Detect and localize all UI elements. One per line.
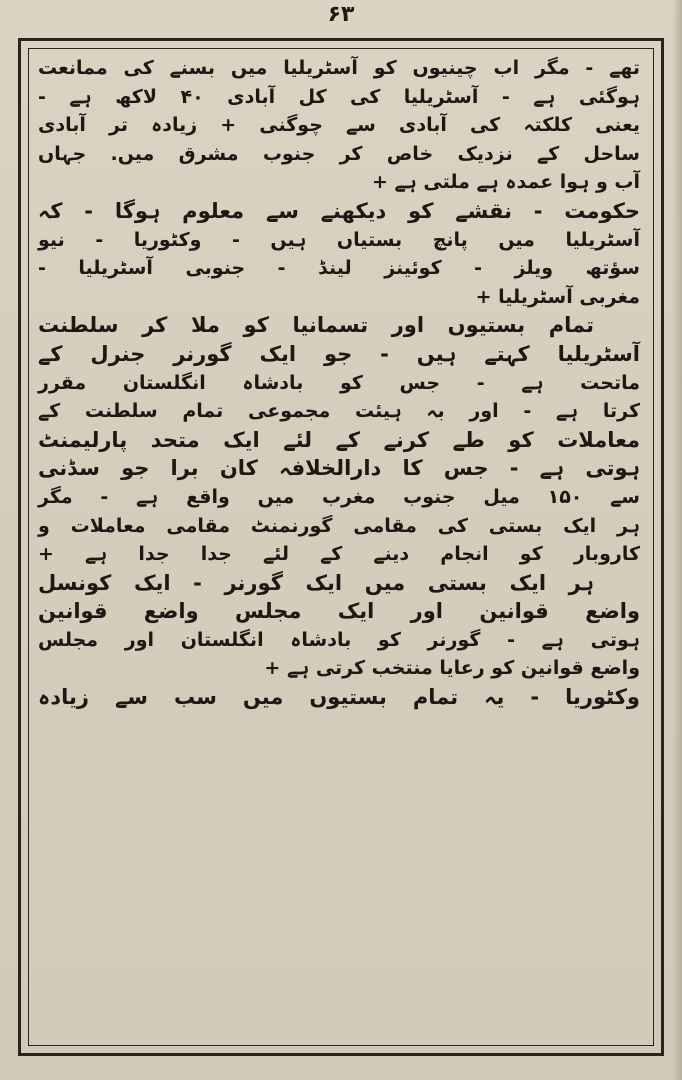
text-line: سے ۱۵۰ میل جنوب مغرب میں واقع ہے - مگر [38, 485, 640, 508]
text-line: واضع قوانین اور ایک مجلس واضع قوانین [38, 599, 640, 624]
text-line: تھے - مگر اب چینیوں کو آسٹریلیا میں بسنے کی ممانعت [38, 57, 640, 79]
text-line: واضع قوانین کو رعایا منتخب کرتی ہے + [264, 657, 640, 680]
text-line: ہوتی ہے - گورنر کو بادشاہ انگلستان اور مجلس [38, 628, 640, 651]
text-line: کاروبار کو انجام دینے کے لئے جدا جدا ہے + [38, 543, 640, 566]
text-line: آسٹریلیا میں پانچ بستیاں ہیں - وکٹوریا - نیو [38, 228, 640, 251]
paragraph-start-line: تمام بستیوں اور تسمانیا کو ملا کر سلطنت [38, 313, 594, 338]
page-number: ۶۳ [327, 2, 355, 27]
text-line: کرتا ہے - اور بہ ہیئت مجموعی تمام سلطنت کے [38, 400, 640, 423]
paragraph-start-line: ہر ایک بستی میں ایک گورنر - ایک کونسل [38, 570, 594, 595]
text-line: یعنی کلکتہ کی آبادی سے چوگنی + زیادہ تر آبادی [38, 114, 640, 137]
text-line: آسٹریلیا کہتے ہیں - جو ایک گورنر جنرل کے [38, 341, 640, 366]
text-line: ماتحت ہے - جس کو بادشاہ انگلستان مقرر [38, 371, 640, 394]
text-line: ہر ایک بستی کی مقامی گورنمنٹ مقامی معاملات و [38, 514, 640, 537]
text-line: مغربی آسٹریلیا + [475, 285, 640, 308]
text-line: معاملات کو طے کرنے کے لئے ایک متحد پارلیمنٹ [38, 427, 640, 452]
text-line: ساحل کے نزدیک خاص کر جنوب مشرق میں. جہاں [38, 142, 640, 165]
text-line: سؤتھ ویلز - کوئینز لینڈ - جنوبی آسٹریلیا - [38, 257, 640, 280]
text-line: ہوتی ہے - جس کا دارالخلافہ کان برا جو سڈنی [38, 456, 640, 481]
body-text [34, 54, 646, 1038]
section-heading-line: وکٹوریا - یہ تمام بستیوں میں سب سے زیادہ [38, 685, 640, 710]
text-line: ہوگئی ہے - آسٹریلیا کی کل آبادی ۴۰ لاکھ ہے - [38, 85, 640, 108]
section-heading-line: حکومت - نقشے کو دیکھنے سے معلوم ہوگا - کہ [38, 198, 640, 223]
scan-edge-shadow [672, 0, 682, 1080]
text-line: آب و ہوا عمدہ ہے ملتی ہے + [371, 171, 640, 194]
